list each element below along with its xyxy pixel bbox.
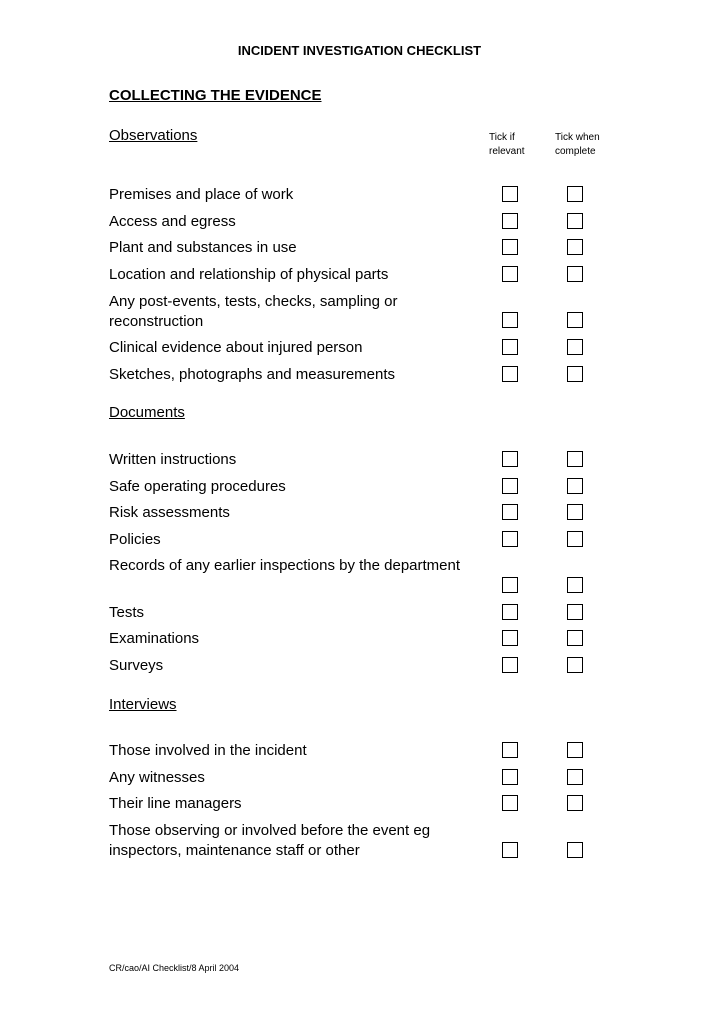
- complete-checkbox[interactable]: [567, 795, 583, 811]
- checklist-item: Plant and substances in use: [109, 239, 297, 256]
- relevant-checkbox[interactable]: [502, 478, 518, 494]
- column-header-complete: [555, 131, 600, 159]
- complete-checkbox[interactable]: [567, 239, 583, 255]
- checklist-item: Those involved in the incident: [109, 742, 307, 759]
- relevant-checkbox[interactable]: [502, 186, 518, 202]
- relevant-checkbox[interactable]: [502, 657, 518, 673]
- checklist-item: Written instructions: [109, 451, 237, 468]
- complete-checkbox[interactable]: [567, 769, 583, 785]
- column-header-relevant-line1: Tick if: [489, 132, 515, 143]
- relevant-checkbox[interactable]: [502, 531, 518, 547]
- relevant-checkbox[interactable]: [502, 312, 518, 328]
- checklist-item: Safe operating procedures: [109, 478, 286, 495]
- section-title: COLLECTING THE EVIDENCE: [109, 87, 322, 104]
- checklist-item: Sketches, photographs and measurements: [109, 366, 396, 383]
- relevant-checkbox[interactable]: [502, 577, 518, 593]
- complete-checkbox[interactable]: [567, 312, 583, 328]
- complete-checkbox[interactable]: [567, 339, 583, 355]
- checklist-item: Access and egress: [109, 213, 236, 230]
- complete-checkbox[interactable]: [567, 366, 583, 382]
- relevant-checkbox[interactable]: [502, 213, 518, 229]
- relevant-checkbox[interactable]: [502, 451, 518, 467]
- document-title: INCIDENT INVESTIGATION CHECKLIST: [237, 43, 482, 58]
- checklist-item: Risk assessments: [109, 504, 230, 521]
- complete-checkbox[interactable]: [567, 478, 583, 494]
- checklist-item: Those observing or involved before the event eg inspectors, maintenance staff or other: [109, 822, 431, 859]
- group-heading-interviews: Interviews: [109, 696, 177, 713]
- relevant-checkbox[interactable]: [502, 604, 518, 620]
- relevant-checkbox[interactable]: [502, 769, 518, 785]
- complete-checkbox[interactable]: [567, 213, 583, 229]
- relevant-checkbox[interactable]: [502, 266, 518, 282]
- relevant-checkbox[interactable]: [502, 339, 518, 355]
- complete-checkbox[interactable]: [567, 604, 583, 620]
- relevant-checkbox[interactable]: [502, 742, 518, 758]
- checklist-item: Any witnesses: [109, 769, 205, 786]
- relevant-checkbox[interactable]: [502, 504, 518, 520]
- column-header-complete-line2: complete: [555, 146, 596, 157]
- relevant-checkbox[interactable]: [502, 630, 518, 646]
- footer-reference: CR/cao/AI Checklist/8 April 2004: [109, 963, 240, 973]
- complete-checkbox[interactable]: [567, 577, 583, 593]
- relevant-checkbox[interactable]: [502, 239, 518, 255]
- relevant-checkbox[interactable]: [502, 795, 518, 811]
- column-header-complete-line1: Tick when: [555, 132, 600, 143]
- complete-checkbox[interactable]: [567, 504, 583, 520]
- checklist-item: Examinations: [109, 630, 200, 647]
- checklist-item: Records of any earlier inspections by the department: [109, 557, 461, 574]
- complete-checkbox[interactable]: [567, 842, 583, 858]
- checklist-item: Clinical evidence about injured person: [109, 339, 363, 356]
- complete-checkbox[interactable]: [567, 266, 583, 282]
- column-header-relevant-line2: relevant: [489, 146, 525, 157]
- checklist-item: Location and relationship of physical parts: [109, 266, 389, 283]
- checklist-item: Premises and place of work: [109, 186, 294, 203]
- checklist-item: Tests: [109, 604, 145, 621]
- complete-checkbox[interactable]: [567, 186, 583, 202]
- complete-checkbox[interactable]: [567, 657, 583, 673]
- complete-checkbox[interactable]: [567, 630, 583, 646]
- group-heading-observations: Observations: [109, 127, 198, 144]
- group-heading-documents: Documents: [109, 404, 185, 421]
- checklist-item: Any post-events, tests, checks, sampling or reconstruction: [109, 293, 398, 330]
- relevant-checkbox[interactable]: [502, 366, 518, 382]
- column-header-relevant: [489, 131, 525, 159]
- checklist-item: Policies: [109, 531, 161, 548]
- complete-checkbox[interactable]: [567, 451, 583, 467]
- checklist-item: Surveys: [109, 657, 164, 674]
- complete-checkbox[interactable]: [567, 531, 583, 547]
- complete-checkbox[interactable]: [567, 742, 583, 758]
- relevant-checkbox[interactable]: [502, 842, 518, 858]
- checklist-item: Their line managers: [109, 795, 242, 812]
